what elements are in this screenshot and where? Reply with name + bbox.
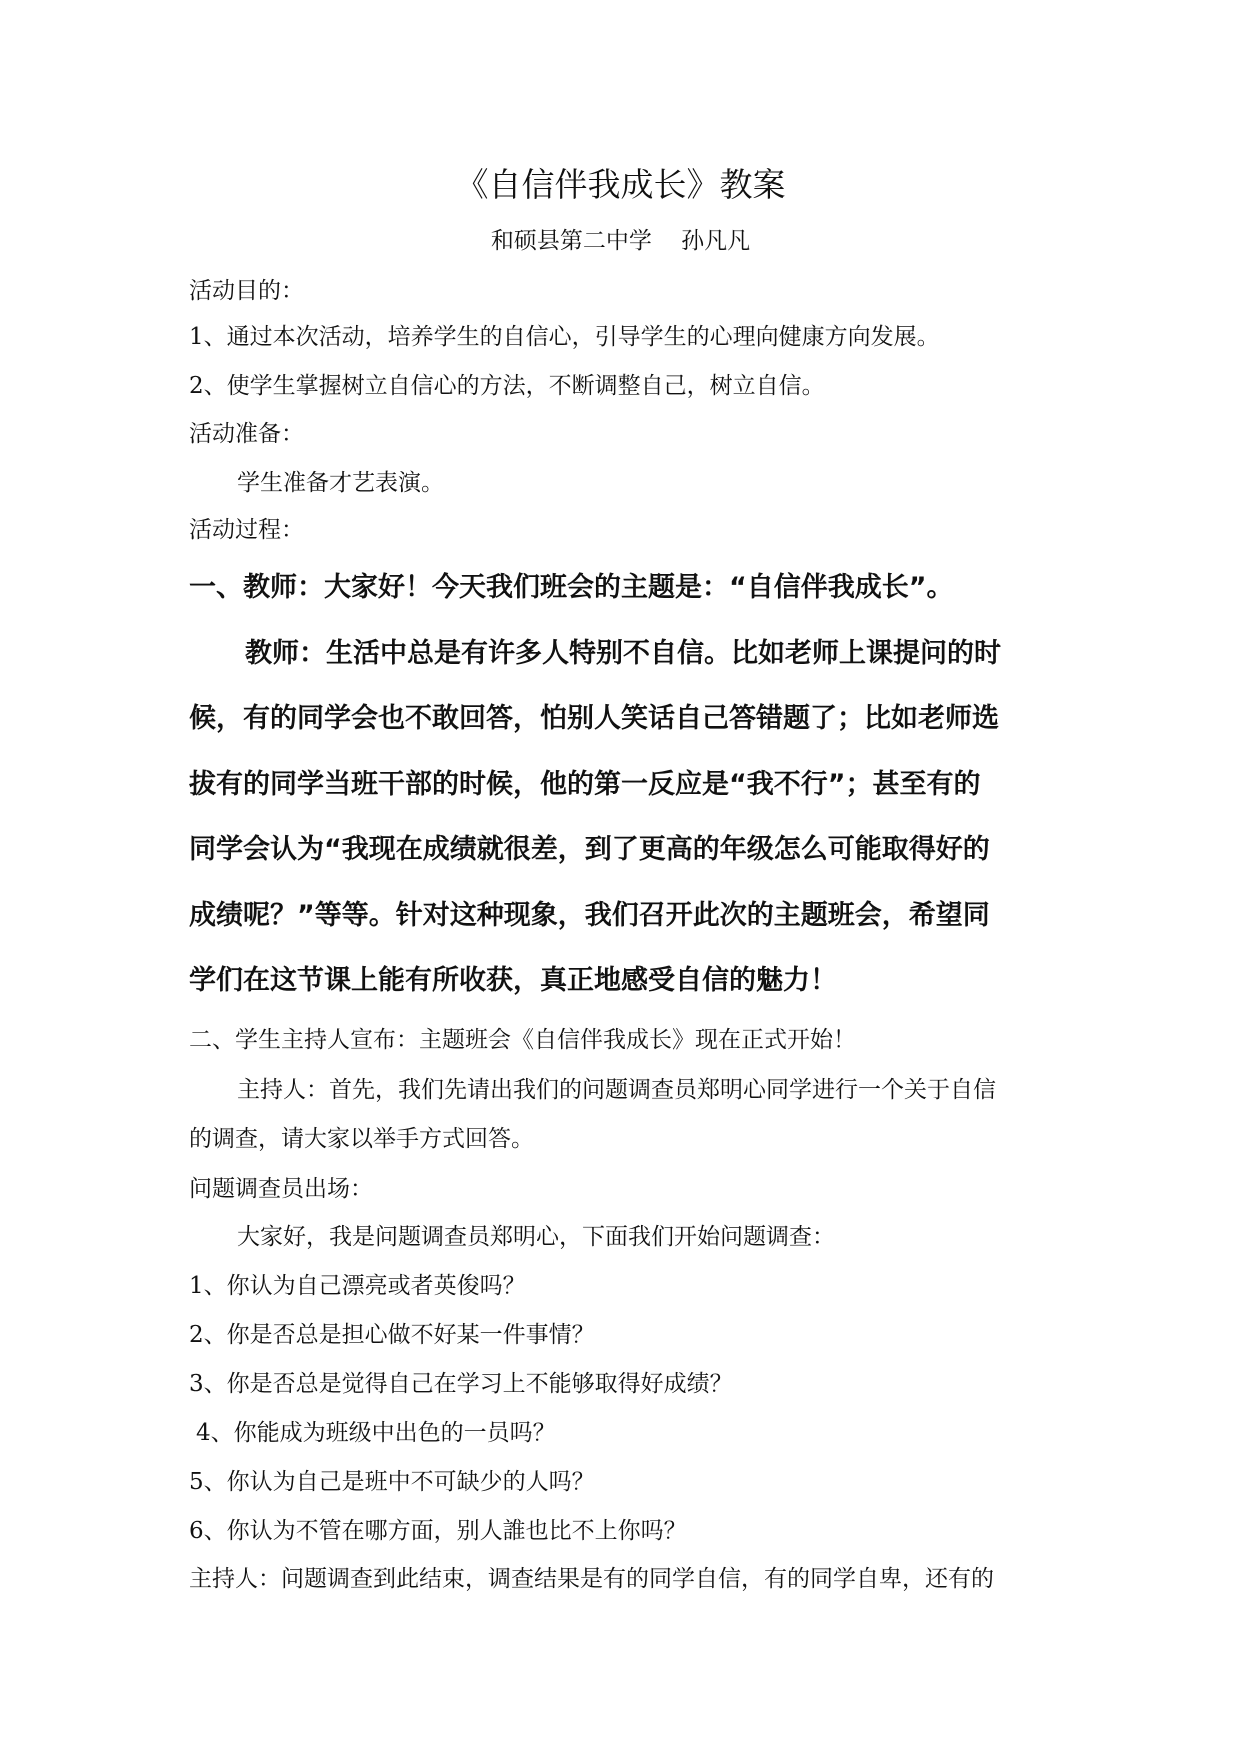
teacher-paragraph-line-3: 拔有的同学当班干部的时候，他的第一反应是“我不行”；甚至有的	[189, 769, 981, 800]
teacher-paragraph-line-6: 学们在这节课上能有所收获，真正地感受自信的魅力！	[189, 965, 837, 996]
survey-question-1: 1、你认为自己漂亮或者英俊吗？	[189, 1273, 526, 1299]
survey-question-6: 6、你认为不管在哪方面，别人誰也比不上你吗？	[189, 1518, 687, 1544]
survey-question-4: 4、你能成为班级中出色的一员吗？	[196, 1420, 556, 1446]
host-intro-line-2: 的调查，请大家以举手方式回答。	[189, 1126, 534, 1152]
host-intro-line-1: 主持人：首先，我们先请出我们的问题调查员郑明心同学进行一个关于自信	[237, 1077, 996, 1103]
surveyor-entrance: 问题调查员出场：	[189, 1176, 373, 1202]
goal-item-2: 2、使学生掌握树立自信心的方法，不断调整自己，树立自信。	[189, 373, 825, 399]
survey-question-3: 3、你是否总是觉得自己在学习上不能够取得好成绩？	[189, 1371, 733, 1397]
teacher-paragraph-line-1: 教师：生活中总是有许多人特别不自信。比如老师上课提问的时	[245, 638, 1001, 669]
teacher-paragraph-line-5: 成绩呢？”等等。针对这种现象，我们召开此次的主题班会，希望同	[189, 900, 990, 931]
author-line: 和硕县第二中学 孙凡凡	[490, 228, 751, 254]
section-heading-goals: 活动目的：	[189, 278, 304, 304]
host-announcement: 二、学生主持人宣布：主题班会《自信伴我成长》现在正式开始！	[189, 1027, 856, 1053]
section-heading-process: 活动过程：	[189, 517, 304, 543]
preparation-text: 学生准备才艺表演。	[237, 470, 444, 496]
surveyor-greeting: 大家好，我是问题调查员郑明心，下面我们开始问题调查：	[237, 1224, 835, 1250]
section-heading-preparation: 活动准备：	[189, 421, 304, 447]
survey-question-2: 2、你是否总是担心做不好某一件事情？	[189, 1322, 595, 1348]
teacher-paragraph-line-4: 同学会认为“我现在成绩就很差，到了更高的年级怎么可能取得好的	[189, 834, 990, 865]
page-title: 《自信伴我成长》教案	[455, 165, 786, 204]
teacher-opening: 一、教师：大家好！今天我们班会的主题是：“自信伴我成长”。	[189, 572, 954, 603]
goal-item-1: 1、通过本次活动，培养学生的自信心，引导学生的心理向健康方向发展。	[189, 324, 940, 350]
teacher-paragraph-line-2: 候，有的同学会也不敢回答，怕别人笑话自己答错题了；比如老师选	[189, 703, 999, 734]
survey-question-5: 5、你认为自己是班中不可缺少的人吗？	[189, 1469, 595, 1495]
host-conclusion: 主持人：问题调查到此结束，调查结果是有的同学自信，有的同学自卑，还有的	[189, 1566, 994, 1592]
